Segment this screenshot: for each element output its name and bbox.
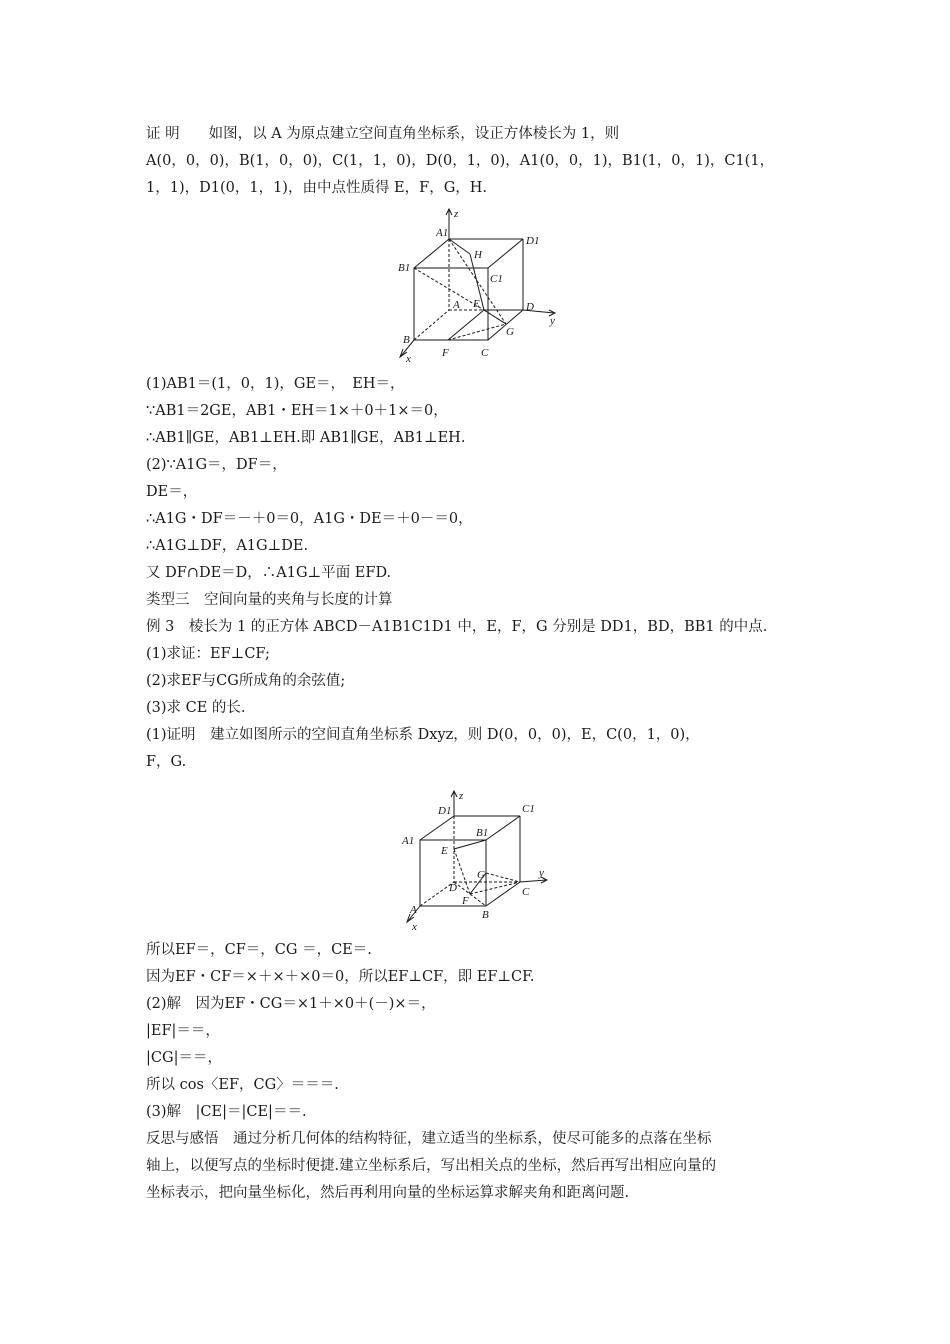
text-line: ∴AB1∥GE，AB1⊥EH.即 AB1∥GE，AB1⊥EH.: [146, 430, 466, 446]
text-line: (1)AB1＝(1，0，1)，GE＝， EH＝，: [146, 376, 405, 392]
text-line: 类型三 空间向量的夹角与长度的计算: [146, 592, 393, 608]
figure-label: D: [449, 882, 457, 894]
figure-label: E: [441, 845, 448, 857]
text-line: ∴A1G⊥DF，A1G⊥DE.: [146, 538, 309, 554]
text-line: 轴上，以便写点的坐标时便捷.建立坐标系后，写出相关点的坐标，然后再写出相应向量的: [146, 1158, 717, 1174]
figure-label: y: [550, 315, 555, 327]
text-line: A(0，0，0)，B(1，0，0)，C(1，1，0)，D(0，1，0)，A1(0，0，1)，B1(1，0，1)，C1(1，: [146, 153, 775, 169]
cube-figure-1: [392, 206, 564, 366]
text-line: 又 DF∩DE＝D，∴A1G⊥平面 EFD.: [146, 565, 392, 581]
figure-label: G: [477, 869, 485, 881]
text-line: |EF|＝＝，: [146, 1023, 220, 1039]
text-line: F，G.: [146, 754, 187, 770]
figure-label: x: [406, 353, 411, 365]
figure-label: D: [526, 301, 534, 313]
text-line: ∵AB1＝2GE，AB1・EH＝1×＋0＋1×＝0，: [146, 403, 448, 419]
text-line: (3)解 |CE|＝|CE|＝＝.: [146, 1104, 307, 1120]
text-line: (2)解 因为EF・CG＝×1＋×0＋(－)×＝，: [146, 996, 436, 1012]
figure-label: H: [474, 249, 482, 261]
figure-label: C1: [522, 803, 535, 815]
text-line: (1)证明 建立如图所示的空间直角坐标系 Dxyz，则 D(0，0，0)，E，C(0，1，0)，: [146, 727, 700, 743]
figure-label: E: [473, 298, 480, 310]
text-line: 所以EF＝，CF＝，CG ＝，CE＝.: [146, 942, 372, 958]
figure-label: B1: [398, 262, 411, 274]
text-line: ∴A1G・DF＝－＋0＝0，A1G・DE＝＋0－＝0，: [146, 511, 473, 527]
cube-figure-2: [398, 788, 558, 934]
figure-label: B1: [476, 827, 489, 839]
text-line: 例 3 棱长为 1 的正方体 ABCD－A1B1C1D1 中，E，F，G 分别是 DD1，BD，BB1 的中点.: [146, 619, 768, 635]
figure-label: x: [412, 921, 417, 933]
figure-label: z: [454, 208, 459, 220]
text-line: 1，1)，D1(0，1，1)，由中点性质得 E，F，G，H.: [146, 180, 488, 196]
figure-label: A1: [436, 227, 449, 239]
text-line: (2)求EF与CG所成角的余弦值;: [146, 673, 346, 689]
text-line: 反思与感悟 通过分析几何体的结构特征，建立适当的坐标系，使尽可能多的点落在坐标: [146, 1131, 712, 1147]
figure-label: C1: [490, 273, 503, 285]
figure-label: B: [482, 909, 489, 921]
figure-label: F: [442, 347, 449, 359]
figure-label: D1: [438, 805, 452, 817]
figure-label: G: [506, 326, 514, 338]
figure-label: A: [410, 904, 417, 916]
text-line: |CG|＝＝，: [146, 1050, 222, 1066]
text-line: (2)∵A1G＝，DF＝，: [146, 457, 287, 473]
figure-label: A: [453, 299, 460, 311]
text-line: 因为EF・CF＝×＋×＋×0＝0，所以EF⊥CF，即 EF⊥CF.: [146, 969, 535, 985]
text-line: DE＝，: [146, 484, 198, 500]
text-line: 坐标表示，把向量坐标化，然后再利用向量的坐标运算求解夹角和距离问题.: [146, 1185, 630, 1201]
figure-label: A1: [402, 835, 415, 847]
figure-label: B: [403, 334, 410, 346]
text-line: (1)求证：EF⊥CF;: [146, 646, 270, 662]
figure-label: C: [481, 347, 489, 359]
figure-label: D1: [526, 235, 540, 247]
figure-label: y: [539, 867, 544, 879]
text-line: (3)求 CE 的长.: [146, 700, 246, 716]
figure-label: z: [459, 790, 464, 802]
figure-label: F: [462, 895, 469, 907]
text-line: 证 明 如图，以 A 为原点建立空间直角坐标系，设正方体棱长为 1，则: [146, 126, 620, 142]
text-line: 所以 cos〈EF，CG〉＝＝＝.: [146, 1077, 339, 1093]
figure-label: C: [522, 886, 530, 898]
